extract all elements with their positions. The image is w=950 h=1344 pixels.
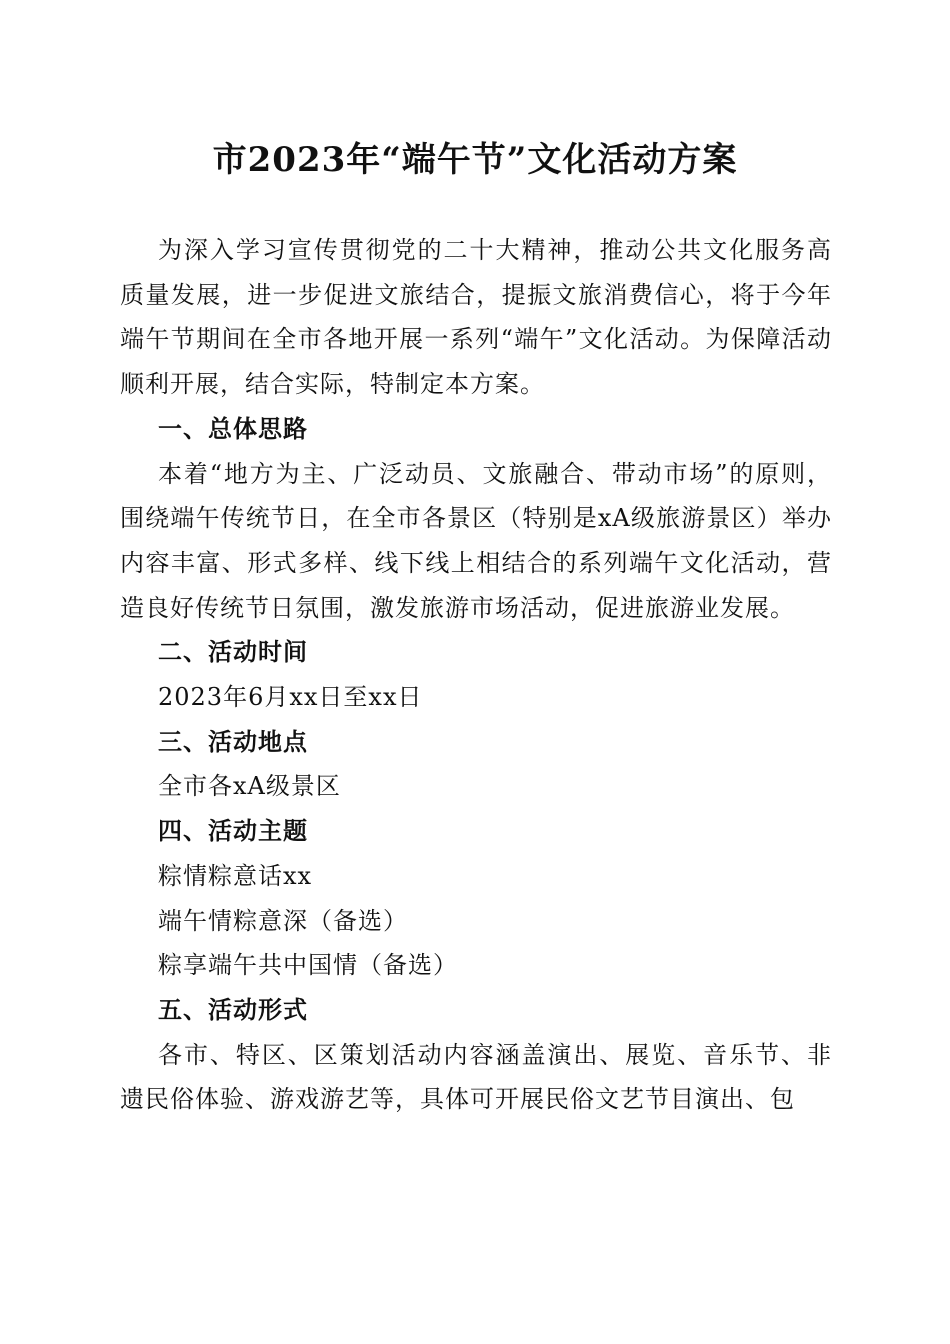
- section-heading-activity-location: 三、活动地点: [158, 727, 308, 756]
- section-text-activity-time: 2023年6月xx日至xx日: [158, 683, 423, 712]
- theme-option: 端午情粽意深（备选）: [158, 906, 408, 935]
- section-text-activity-format: 各市、特区、区策划活动内容涵盖演出、展览、音乐节、非遗民俗体验、游戏游艺等，具体可开展民俗文艺节目演出、包: [120, 1040, 832, 1114]
- section-heading-activity-time: 二、活动时间: [158, 638, 308, 667]
- section-text-activity-location: 全市各xA级景区: [158, 772, 341, 801]
- document-title: 市2023年“端午节”文化活动方案: [212, 140, 738, 180]
- intro-paragraph: 为深入学习宣传贯彻党的二十大精神，推动公共文化服务高质量发展，进一步促进文旅结合，提振文旅消费信心，将于今年端午节期间在全市各地开展一系列“端午”文化活动。为保障活动顺利开展，结合实际，特制定本方案。: [120, 236, 832, 399]
- section-heading-activity-theme: 四、活动主题: [158, 817, 308, 846]
- section-text-overall-approach: 本着“地方为主、广泛动员、文旅融合、带动市场”的原则，围绕端午传统节日，在全市各景区（特别是xA级旅游景区）举办内容丰富、形式多样、线下线上相结合的系列端午文化活动，营造良好传统节日氛围，激发旅游市场活动，促进旅游业发展。: [120, 459, 832, 622]
- section-heading-activity-format: 五、活动形式: [158, 995, 308, 1024]
- theme-option: 粽享端午共中国情（备选）: [158, 951, 458, 980]
- section-heading-overall-approach: 一、总体思路: [158, 414, 308, 443]
- theme-option: 粽情粽意话xx: [158, 861, 313, 890]
- document-body: [120, 228, 832, 1122]
